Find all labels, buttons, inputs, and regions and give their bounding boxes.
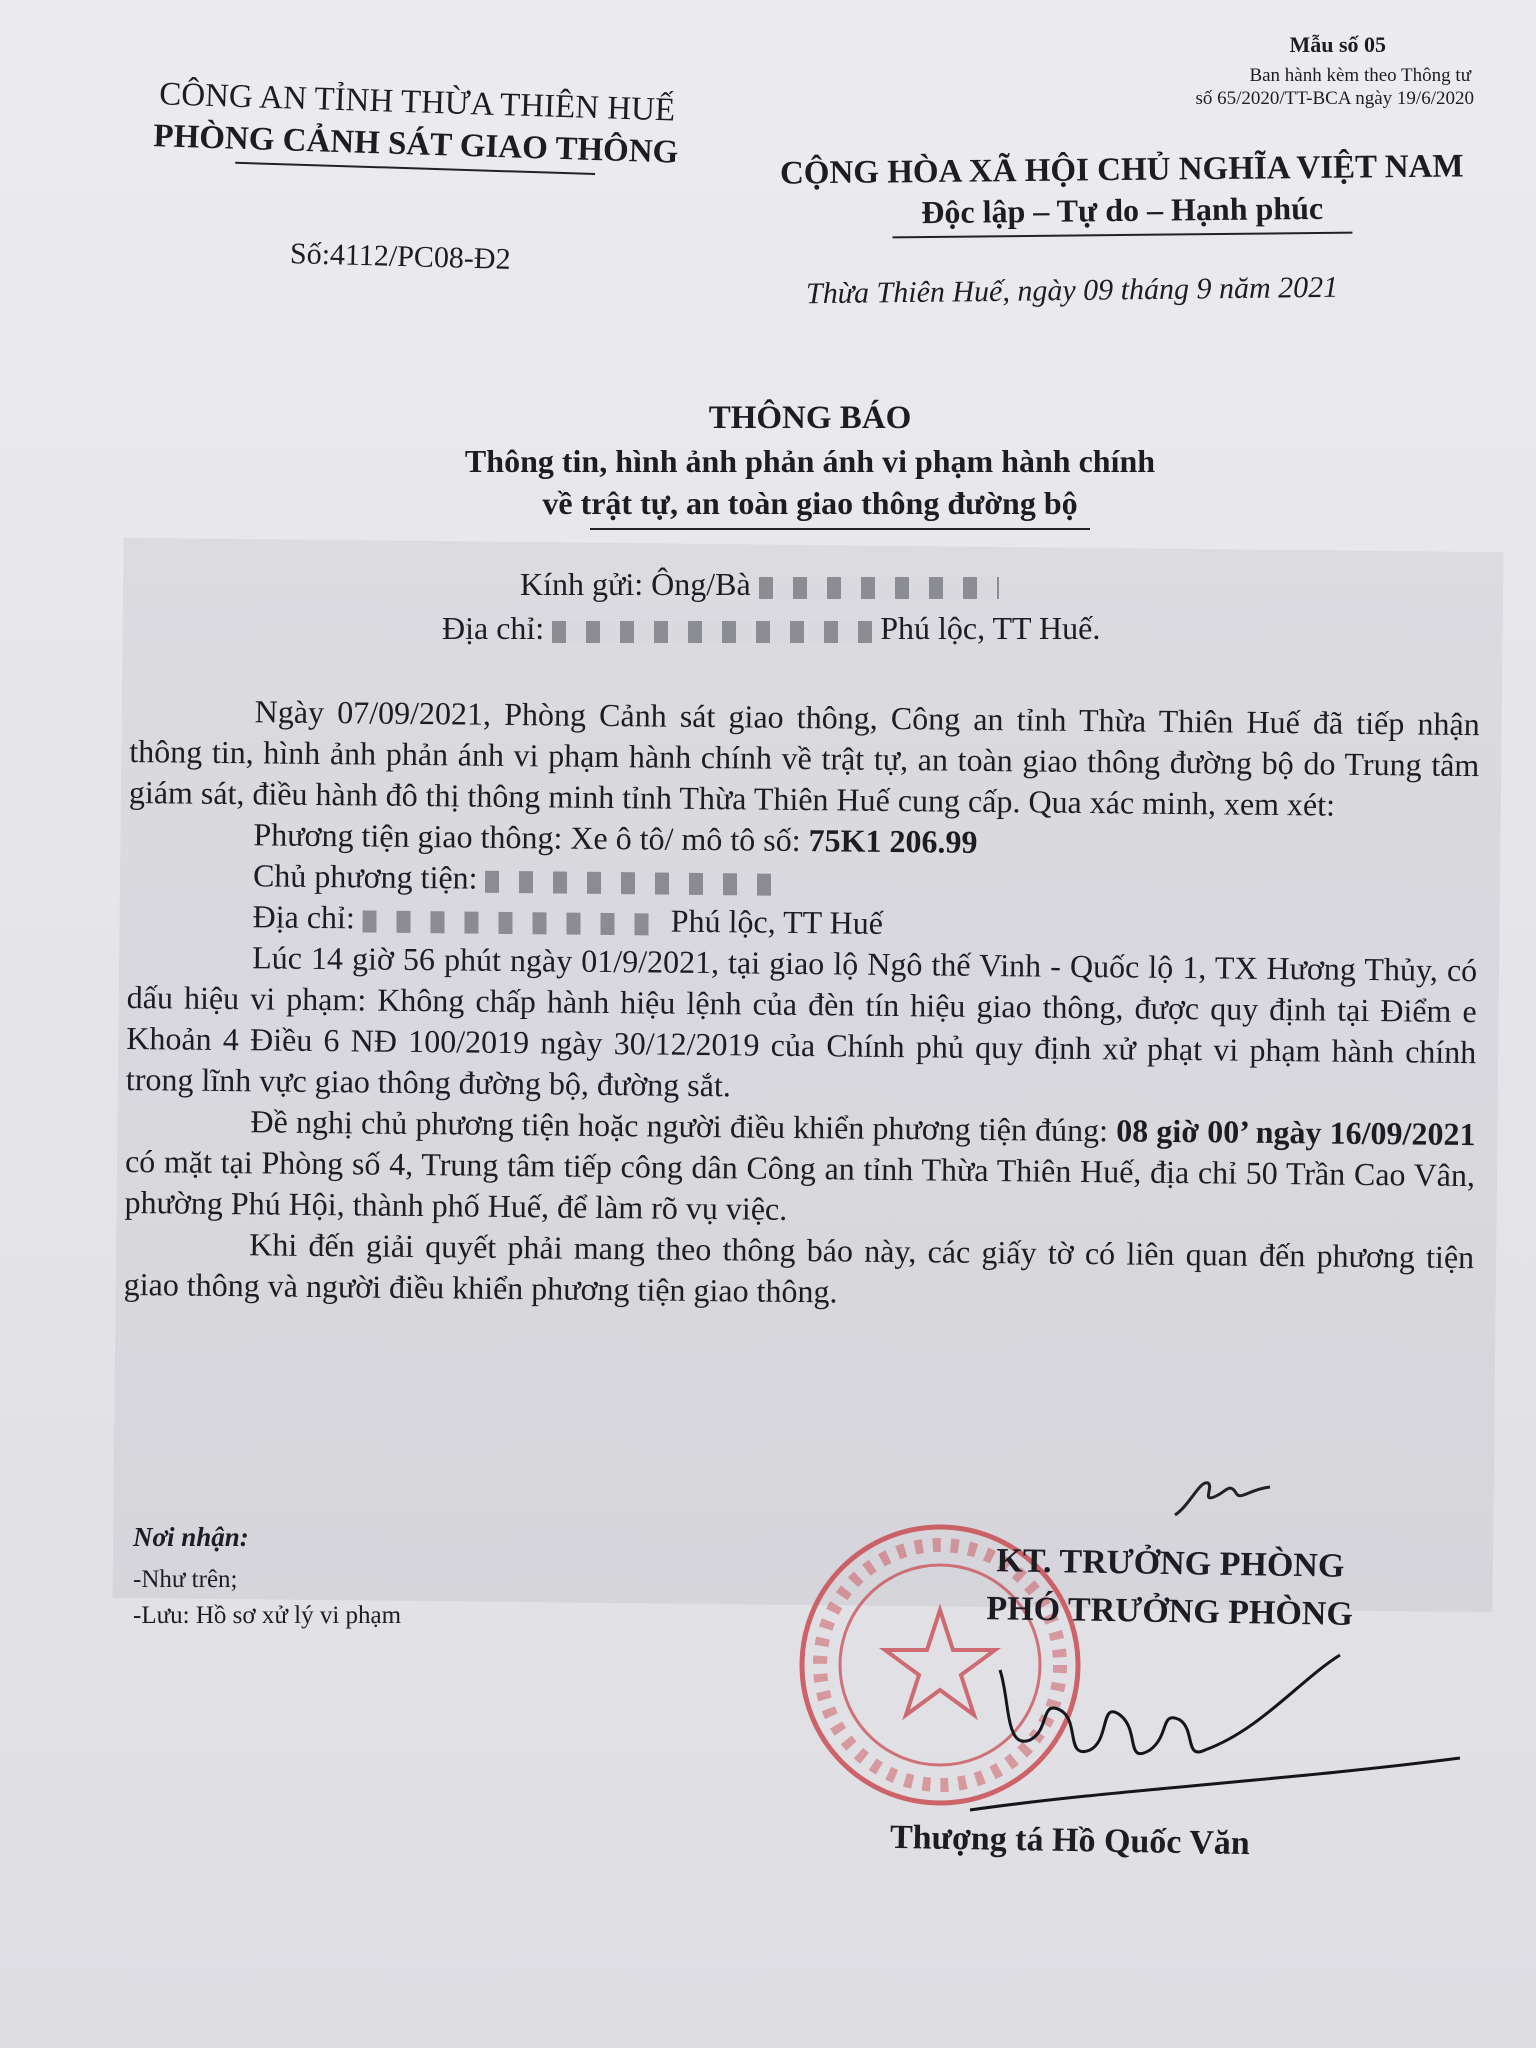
redacted-owner-address [363, 910, 663, 935]
redacted-owner [485, 870, 785, 895]
form-number: Mẫu số 05 [1289, 32, 1386, 57]
redacted-address [552, 621, 872, 643]
recipient-greeting: Kính gửi: Ông/Bà [520, 566, 751, 602]
title-subject-line2: về trật tự, an toàn giao thông đường bộ [542, 485, 1078, 521]
title-subject-line1: Thông tin, hình ảnh phản ánh vi phạm hành chính [464, 443, 1156, 479]
handwritten-signature [960, 1640, 1480, 1820]
agency-name: CÔNG AN TỈNH THỪA THIÊN HUẾ [158, 76, 676, 129]
paragraph-intro: Ngày 07/09/2021, Phòng Cảnh sát giao thông, Công an tỉnh Thừa Thiên Huế đã tiếp nhận thông tin, hình ảnh phản ánh vi phạm hành chính về trật tự, an toàn giao thông đường bộ do Trung tâm giám sát, điều hành đô thị thông minh tỉnh Thừa Thiên Huế cung cấp. Qua xác minh, xem xét: [128, 693, 1480, 823]
address-label: Địa chỉ: [442, 610, 545, 646]
nation-name: CỘNG HÒA XÃ HỘI CHỦ NGHĨA VIỆT NAM [779, 148, 1464, 192]
paragraph-requirements: Khi đến giải quyết phải mang theo thông báo này, các giấy tờ có liên quan đến phương tiện giao thông và người điều khiển phương tiện giao thông. [123, 1226, 1475, 1310]
vehicle-label: Phương tiện giao thông: Xe ô tô/ mô tô số: [253, 816, 801, 859]
owner-address-tail: Phú lộc, TT Huế [670, 902, 884, 941]
recipients-item-1: -Như trên; [133, 1566, 238, 1593]
national-header [752, 146, 1493, 240]
recipient-address-line [442, 606, 1100, 650]
title-underline [590, 528, 1090, 530]
signature-block [859, 1535, 1480, 1641]
license-plate: 75K1 206.99 [808, 822, 978, 860]
summons-text-a: Đề nghị chủ phương tiện hoặc người điều khiển phương tiện đúng: [250, 1103, 1109, 1149]
redacted-name [759, 577, 999, 599]
paragraph-summons [124, 1100, 1475, 1237]
department-name: PHÒNG CẢNH SÁT GIAO THÔNG [152, 118, 679, 171]
recipients-label: Nơi nhận: [133, 1522, 249, 1552]
notice-body [124, 690, 1480, 1319]
document-number: Số:4112/PC08-Đ2 [289, 237, 512, 276]
document-date: Thừa Thiên Huế, ngày 09 tháng 9 năm 2021 [805, 270, 1339, 311]
paragraph-violation: Lúc 14 giờ 56 phút ngày 01/9/2021, tại giao lộ Ngô thế Vinh - Quốc lộ 1, TX Hương Thủy, có dấu hiệu vi phạm: Không chấp hành hiệu lệnh của đèn tín hiệu giao thông, được quy định tại Điểm e Khoản 4 Điều 6 NĐ 100/2019 ngày 30/12/2019 của Chính phủ quy định xử phạt vi phạm hành chính trong lĩnh vực giao thông đường bộ, đường sắt. [125, 939, 1478, 1104]
form-issued-with: Ban hành kèm theo Thông tư [1249, 65, 1471, 86]
summons-text-b: có mặt tại Phòng số 4, Trung tâm tiếp công dân Công an tỉnh Thừa Thiên Huế, địa chỉ 50 Trần Cao Vân, phường Phú Hội, thành phố Huế, để làm rõ vụ việc. [124, 1142, 1476, 1227]
owner-label: Chủ phương tiện: [252, 857, 478, 896]
summons-time: 08 giờ 00’ ngày 16/09/2021 [1116, 1112, 1476, 1153]
recipients-item-2: -Lưu: Hồ sơ xử lý vi phạm [133, 1602, 402, 1629]
signature-title-1: KT. TRƯỞNG PHÒNG [996, 1542, 1345, 1585]
owner-address-label: Địa chỉ: [252, 898, 356, 936]
document-title [270, 396, 1350, 530]
recipient-line [520, 562, 999, 606]
signature-title-2: PHÓ TRƯỞNG PHÒNG [986, 1590, 1354, 1633]
form-circular: số 65/2020/TT-BCA ngày 19/6/2020 [1195, 88, 1474, 109]
address-tail: Phú lộc, TT Huế. [880, 610, 1101, 646]
signer-name: Thượng tá Hồ Quốc Văn [889, 1818, 1251, 1863]
title-main: THÔNG BÁO [708, 400, 912, 436]
national-motto: Độc lập – Tự do – Hạnh phúc [921, 189, 1324, 231]
initials-mark [1170, 1465, 1280, 1525]
issuing-agency-header [115, 72, 717, 179]
